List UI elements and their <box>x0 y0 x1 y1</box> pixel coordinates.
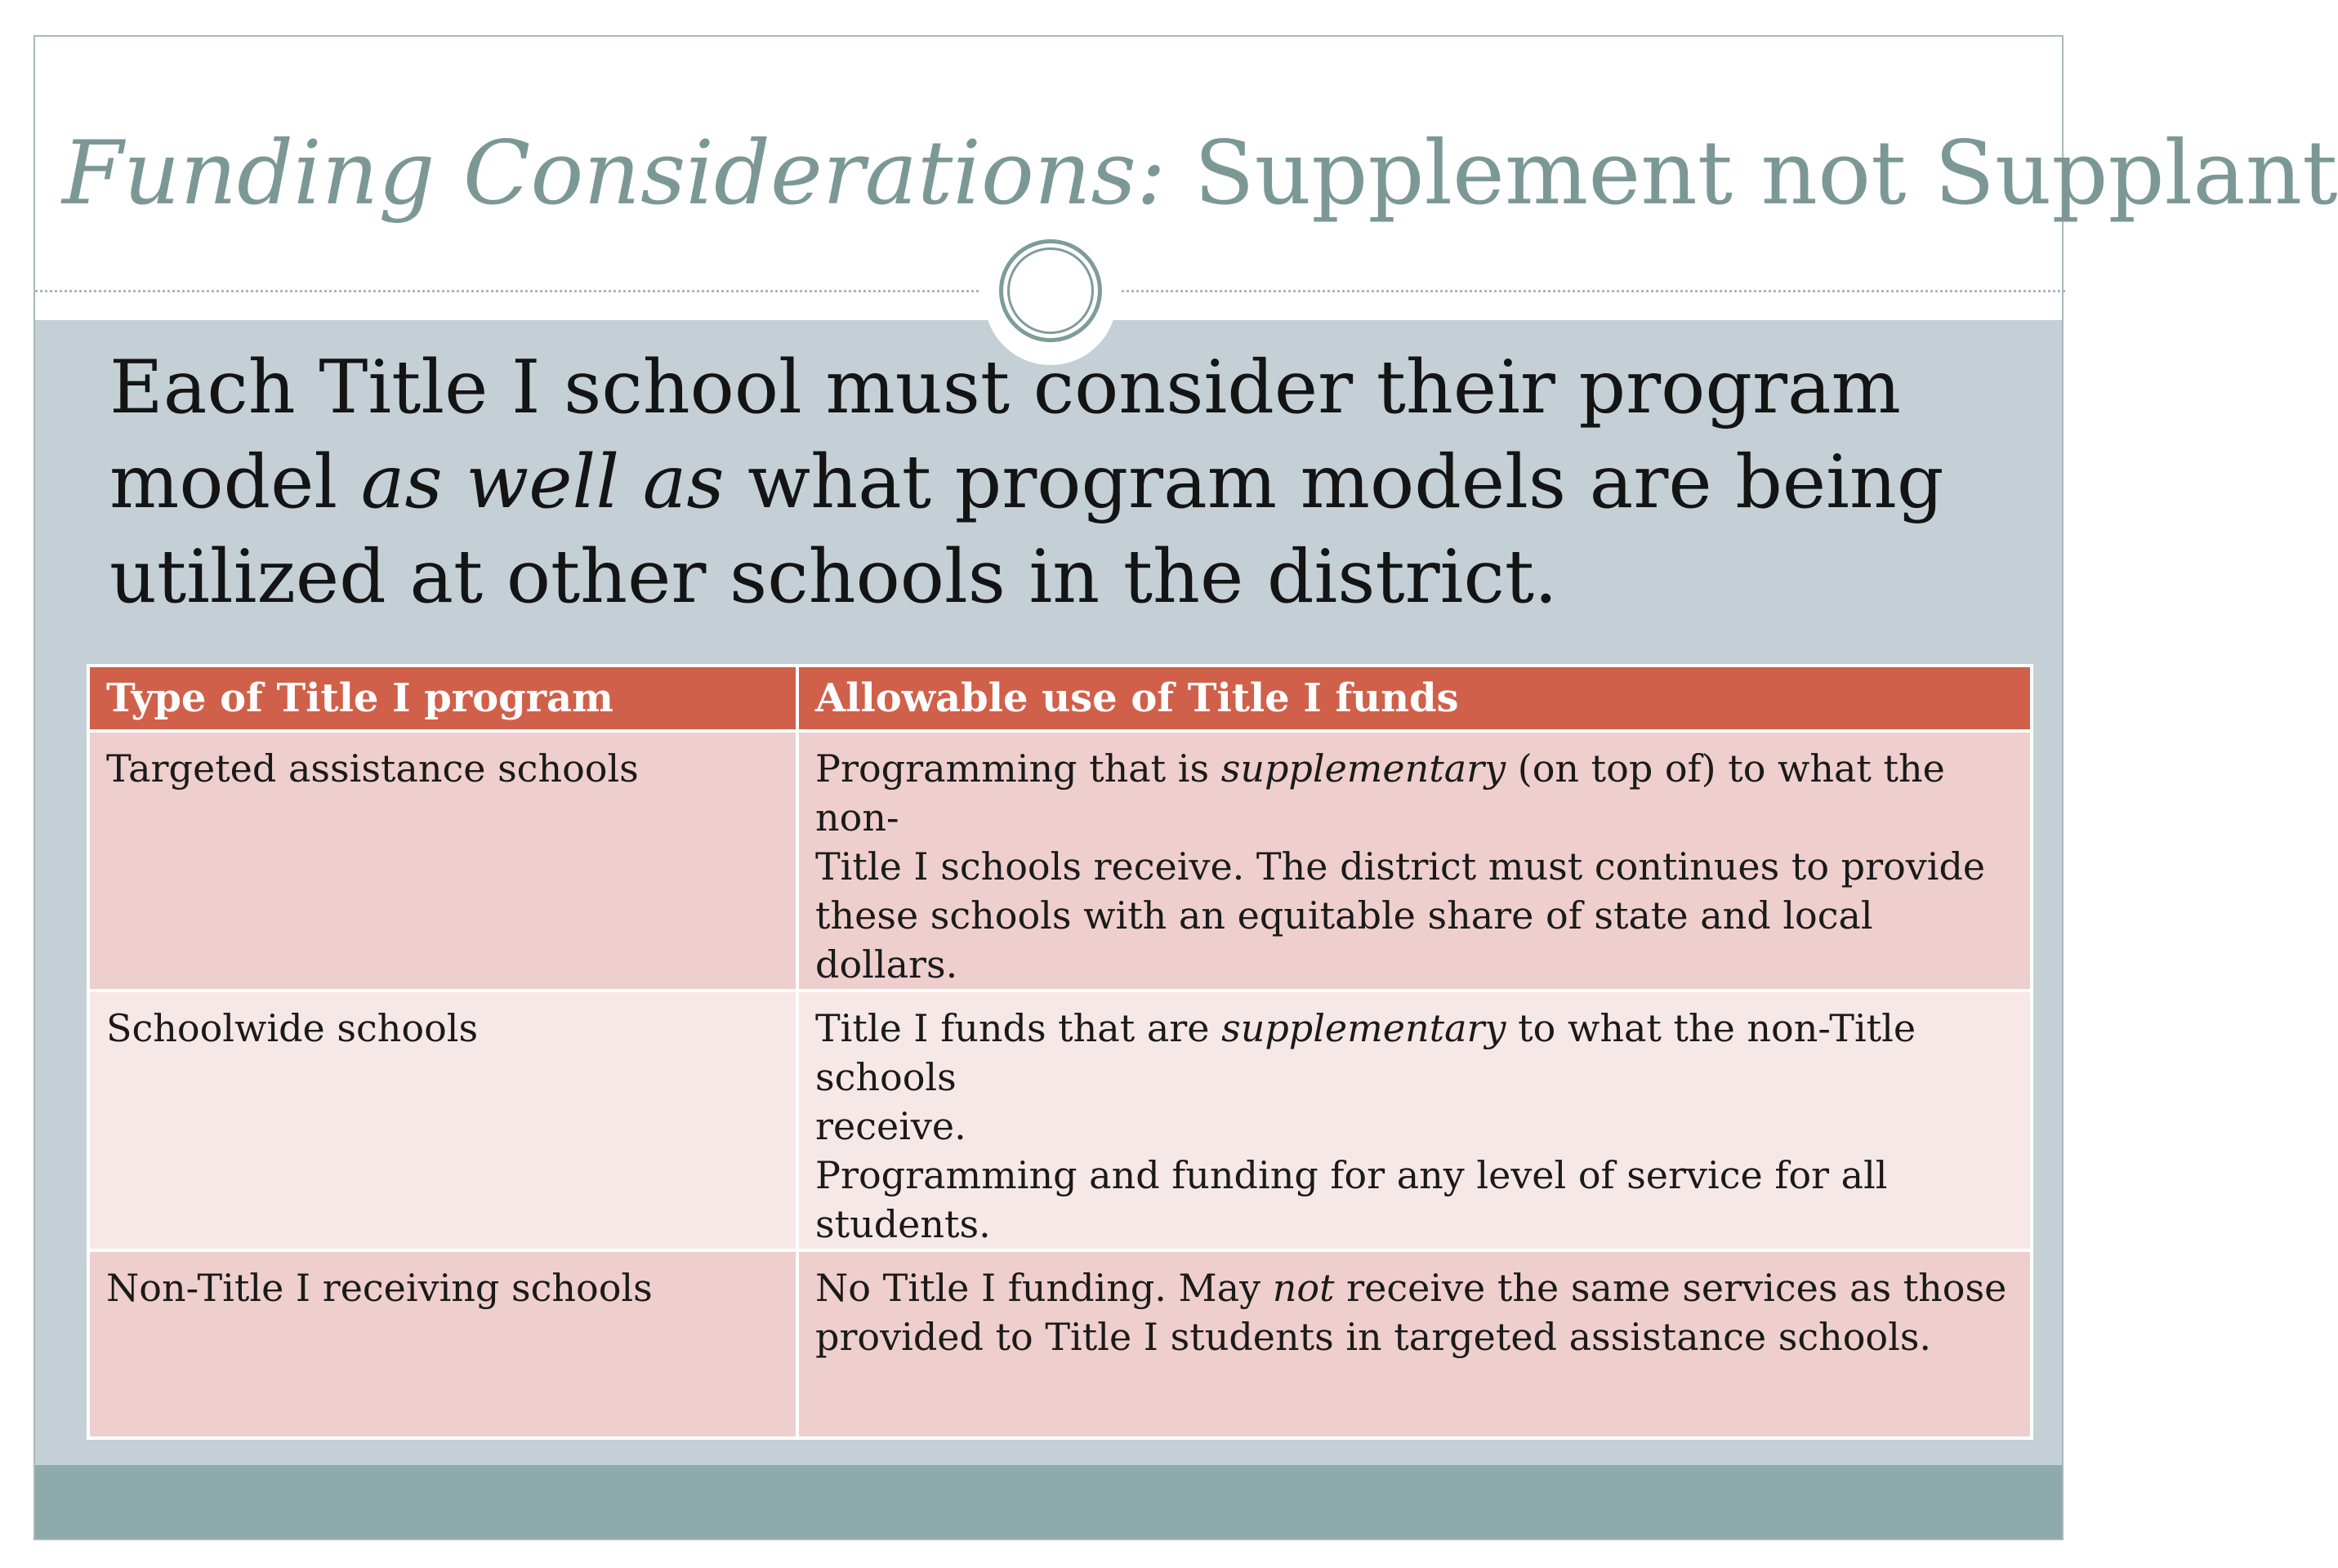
cell-line: Title I schools receive. The district must continues to provide <box>815 844 1986 889</box>
circle-ornament-inner-icon <box>1007 247 1094 334</box>
cell-line: these schools with an equitable share of state and local dollars. <box>815 893 1873 987</box>
table-row <box>88 1250 2032 1438</box>
table-row <box>88 731 2032 991</box>
divider-left <box>35 290 979 292</box>
slide <box>33 35 2338 1540</box>
cell-text: Programming that is <box>815 746 1221 791</box>
cell-line: provided to Title I students in targeted assistance schools. <box>815 1315 1932 1359</box>
title-i-table <box>87 664 2033 1440</box>
slide-title <box>62 122 2338 225</box>
cell-text: No Title I funding. May <box>815 1266 1273 1310</box>
cell-program-type: Non-Title I receiving schools <box>88 1250 797 1438</box>
body-text-emphasis: as well as <box>360 439 725 525</box>
cell-line <box>815 744 2014 842</box>
cell-allowable-use <box>797 731 2032 991</box>
cell-emphasis: supplementary <box>1220 746 1506 791</box>
cell-line <box>815 1004 2014 1102</box>
cell-allowable-use <box>797 991 2032 1250</box>
slide-title-italic: Funding Considerations: <box>62 122 1167 225</box>
cell-line: Programming and funding for any level of service for all students. <box>815 1153 1888 1246</box>
cell-emphasis: supplementary <box>1221 1006 1506 1050</box>
cell-program-type: Targeted assistance schools <box>88 731 797 991</box>
header-program-type: Type of Title I program <box>88 666 797 731</box>
cell-program-type: Schoolwide schools <box>88 991 797 1250</box>
slide-title-regular: Supplement not Supplant <box>1166 122 2338 225</box>
cell-text: Title I funds that are <box>815 1006 1222 1050</box>
table-row <box>88 991 2032 1250</box>
cell-text: receive the same services as those <box>1334 1266 2007 1310</box>
cell-text: to what the non-Title schools <box>815 1006 1916 1099</box>
divider-right <box>1122 290 2065 292</box>
header-allowable-use: Allowable use of Title I funds <box>797 666 2032 731</box>
cell-emphasis: not <box>1272 1266 1335 1310</box>
body-text-part1: Each Title I school must consider their program model <box>109 345 1902 525</box>
body-text-part2: what program models are being utilized at other schools in the district. <box>109 439 1944 620</box>
table-header-row <box>88 666 2032 731</box>
cell-line: receive. <box>815 1104 966 1148</box>
body-text <box>109 341 2037 625</box>
cell-line <box>815 1263 2014 1312</box>
footer-bar <box>35 1465 2062 1539</box>
cell-text: (on top of) to what the non- <box>815 746 1945 840</box>
cell-allowable-use <box>797 1250 2032 1438</box>
